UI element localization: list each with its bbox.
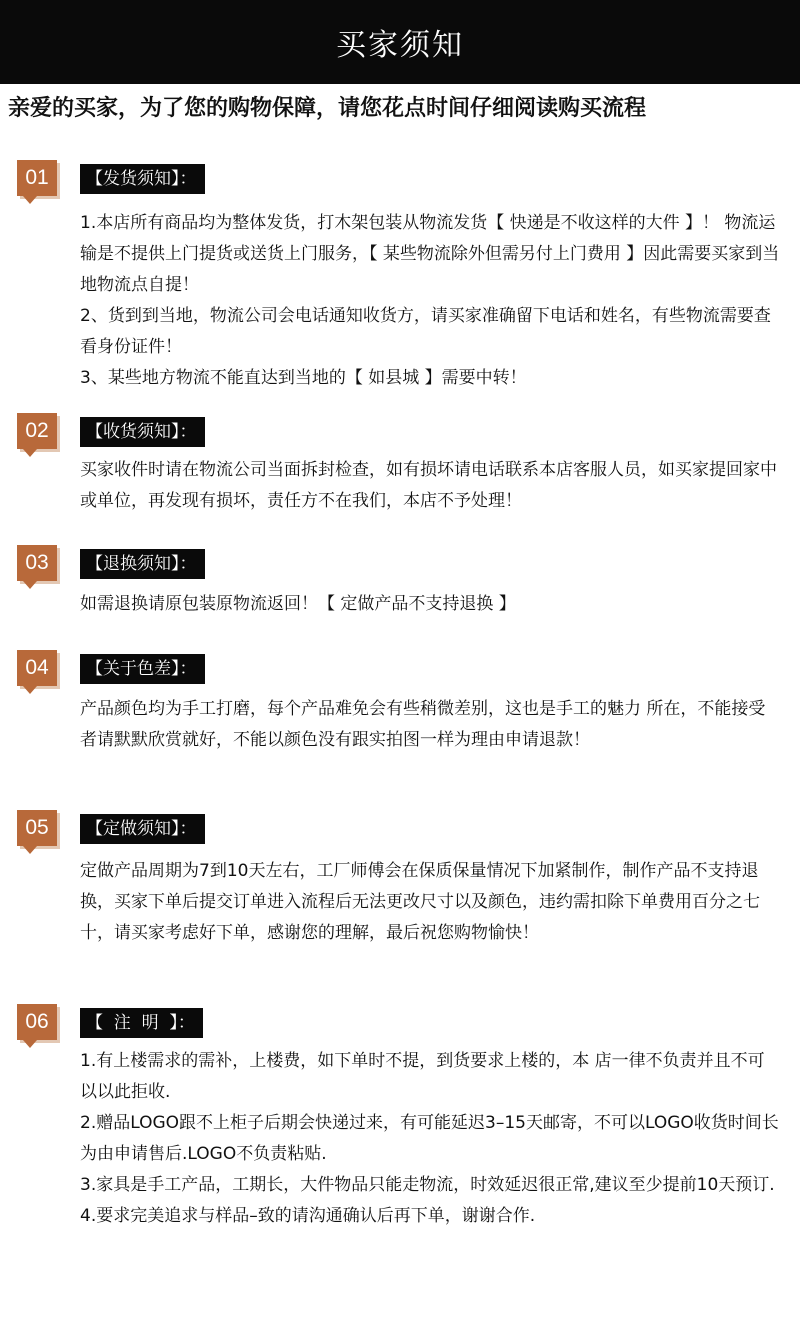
section-paragraph: 3、某些地方物流不能直达到当地的【 如县城 】需要中转！ — [80, 368, 527, 388]
section-title: 【退换须知】： — [80, 549, 205, 579]
section-number-badge: 04 — [17, 650, 57, 686]
section-number-badge: 03 — [17, 545, 57, 581]
section-title: 【发货须知】： — [80, 164, 205, 194]
section-paragraph: 1.本店所有商品均为整体发货，打木架包装从物流发货【 快递是不收这样的大件 】！ 物流运输是不提供上门提货或送货上门服务，【 某些物流除外但需另付上门费用 】因此需要买家到当地物流点自提！ — [80, 213, 780, 295]
section-title: 【关于色差】： — [80, 654, 205, 684]
section-title: 【收货须知】： — [80, 417, 205, 447]
section-number-badge: 02 — [17, 413, 57, 449]
section-title: 【 注 明 】： — [80, 1008, 203, 1038]
section-paragraph: 产品颜色均为手工打磨，每个产品难免会有些稍微差别，这也是手工的魅力 所在，不能接受者请默默欣赏就好，不能以颜色没有跟实拍图一样为理由申请退款！ — [80, 699, 766, 750]
section-body — [80, 455, 780, 517]
section-body — [80, 1046, 780, 1232]
section-body — [80, 208, 780, 394]
section-number-badge: 05 — [17, 810, 57, 846]
section-number-badge: 01 — [17, 160, 57, 196]
section-title: 【定做须知】： — [80, 814, 205, 844]
section-paragraph: 定做产品周期为7到10天左右，工厂师傅会在保质保量情况下加紧制作，制作产品不支持退换，买家下单后提交订单进入流程后无法更改尺寸以及颜色，违约需扣除下单费用百分之七十，请买家考虑好下单，感谢您的理解，最后祝您购物愉快！ — [80, 861, 760, 943]
section-paragraph: 如需退换请原包装原物流返回！【 定做产品不支持退换 】 — [80, 594, 516, 614]
section-number-badge: 06 — [17, 1004, 57, 1040]
section-body — [80, 856, 780, 949]
section-paragraph: 3.家具是手工产品，工期长，大件物品只能走物流，时效延迟很正常,建议至少提前10天预订. — [80, 1175, 775, 1195]
page-header — [0, 0, 800, 84]
page-subtitle: 亲爱的买家，为了您的购物保障，请您花点时间仔细阅读购买流程 — [8, 96, 647, 121]
section-paragraph: 4.要求完美追求与样品–致的请沟通确认后再下单，谢谢合作. — [80, 1206, 536, 1226]
section-body — [80, 694, 780, 756]
section-paragraph: 2、货到到当地，物流公司会电话通知收货方，请买家准确留下电话和姓名，有些物流需要查看身份证件！ — [80, 306, 771, 357]
section-paragraph: 1.有上楼需求的需补，上楼费，如下单时不提，到货要求上楼的，本 店一律不负责并且不可以以此拒收. — [80, 1051, 765, 1102]
section-paragraph: 2.赠品LOGO跟不上柜子后期会快递过来，有可能延迟3–15天邮寄，不可以LOGO收货时间长为由申请售后.LOGO不负责粘贴. — [80, 1113, 779, 1164]
section-body — [80, 589, 780, 620]
section-paragraph: 买家收件时请在物流公司当面拆封检查，如有损坏请电话联系本店客服人员，如买家提回家中或单位，再发现有损坏，责任方不在我们，本店不予处理！ — [80, 460, 777, 511]
page-title: 买家须知 — [336, 28, 464, 63]
